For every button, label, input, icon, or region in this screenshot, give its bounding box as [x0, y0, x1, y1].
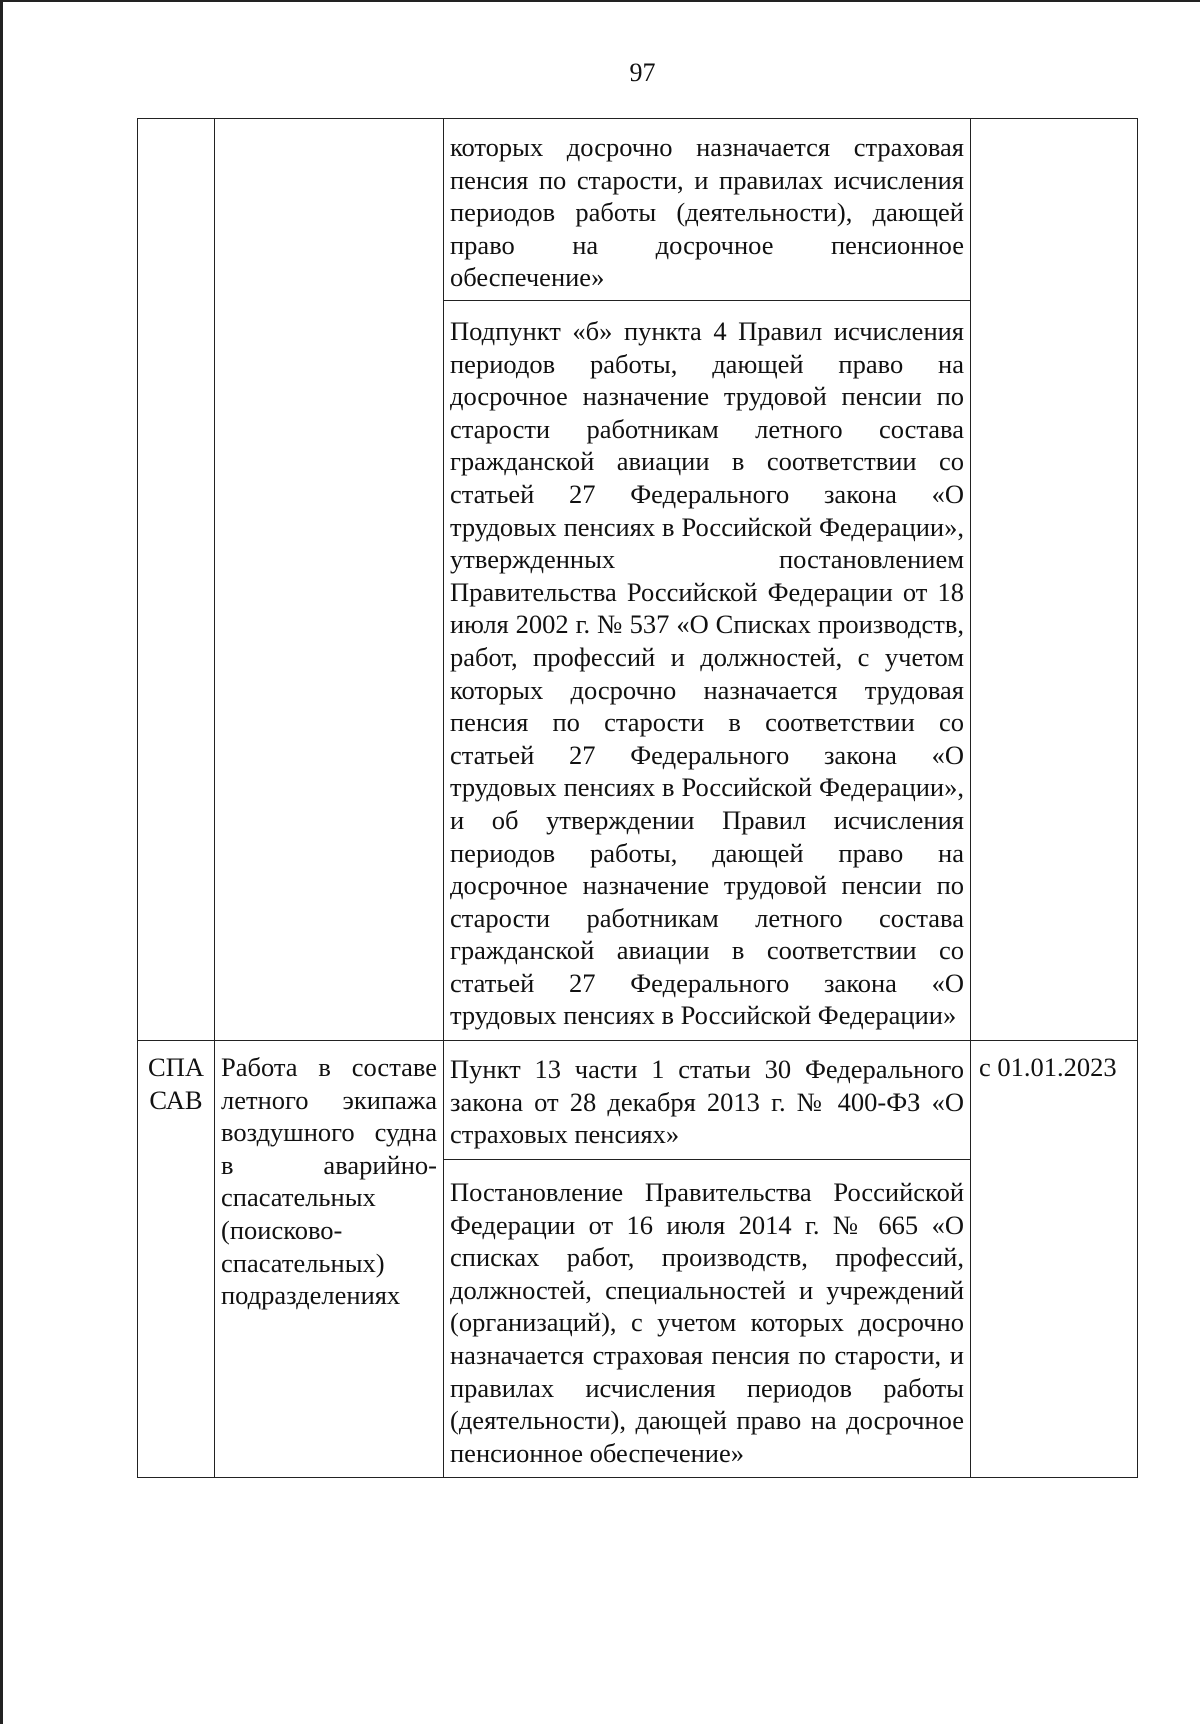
effective-date [971, 119, 1137, 129]
work-text: Работа в составе летного экипажа воздушного судна в аварийно-спасательных (поисково-спасательных) подразделениях [221, 1052, 437, 1311]
table-row [138, 119, 1138, 1041]
code-text: СПА САВ [148, 1052, 204, 1115]
legal-basis-text: Постановление Правительства Российской Федерации от 16 июля 2014 г. № 665 «О списках работ, производств, профессий, должностей, специальностей и учреждений (организаций), с учетом которых досрочно назначается страховая пенсия по старости, и правилах исчисления периодов работы (деятельности), дающей право на досрочное пенсионное обеспечение» [444, 1159, 970, 1477]
legal-basis-text: которых досрочно назначается страховая пенсия по старости, и правилах исчисления периодов работы (деятельности), дающей право на досрочное пенсионное обеспечение» [450, 132, 964, 293]
legal-basis-text: Пункт 13 части 1 статьи 30 Федерального закона от 28 декабря 2013 г. № 400-ФЗ «О страховых пенсиях» [450, 1054, 964, 1150]
legal-basis-cell [444, 119, 971, 1041]
code-cell [138, 1041, 215, 1478]
work-cell [215, 1041, 444, 1478]
pension-list-table [137, 118, 1138, 1478]
code-cell [138, 119, 215, 1041]
legal-basis-text: Подпункт «б» пункта 4 Правил исчисления периодов работы, дающей право на досрочное назначение трудовой пенсии по старости работникам летного состава гражданской авиации в соответствии со статьей 27 Федерального закона «О трудовых пенсиях в Российской Федерации», утвержденных постановлением Правительства Российской Федерации от 18 июля 2002 г. № 537 «О Списках производств, работ, профессий и должностей, с учетом которых досрочно назначается трудовая пенсия по старости в соответствии со статьей 27 Федерального закона «О трудовых пенсиях в Российской Федерации», и об утверждении Правил исчисления периодов работы, дающей право на досрочное назначение трудовой пенсии по старости работникам летного состава гражданской авиации в соответствии со статьей 27 Федерального закона «О трудовых пенсиях в Российской Федерации» [444, 300, 970, 1040]
page-number: 97 [629, 58, 656, 87]
work-cell [215, 119, 444, 1041]
effective-date-cell [971, 119, 1138, 1041]
legal-basis-cell [444, 1041, 971, 1478]
effective-date-cell [971, 1041, 1138, 1478]
effective-date: с 01.01.2023 [979, 1052, 1117, 1083]
code-text [138, 119, 214, 129]
table-row [138, 1041, 1138, 1478]
work-text [215, 119, 443, 129]
